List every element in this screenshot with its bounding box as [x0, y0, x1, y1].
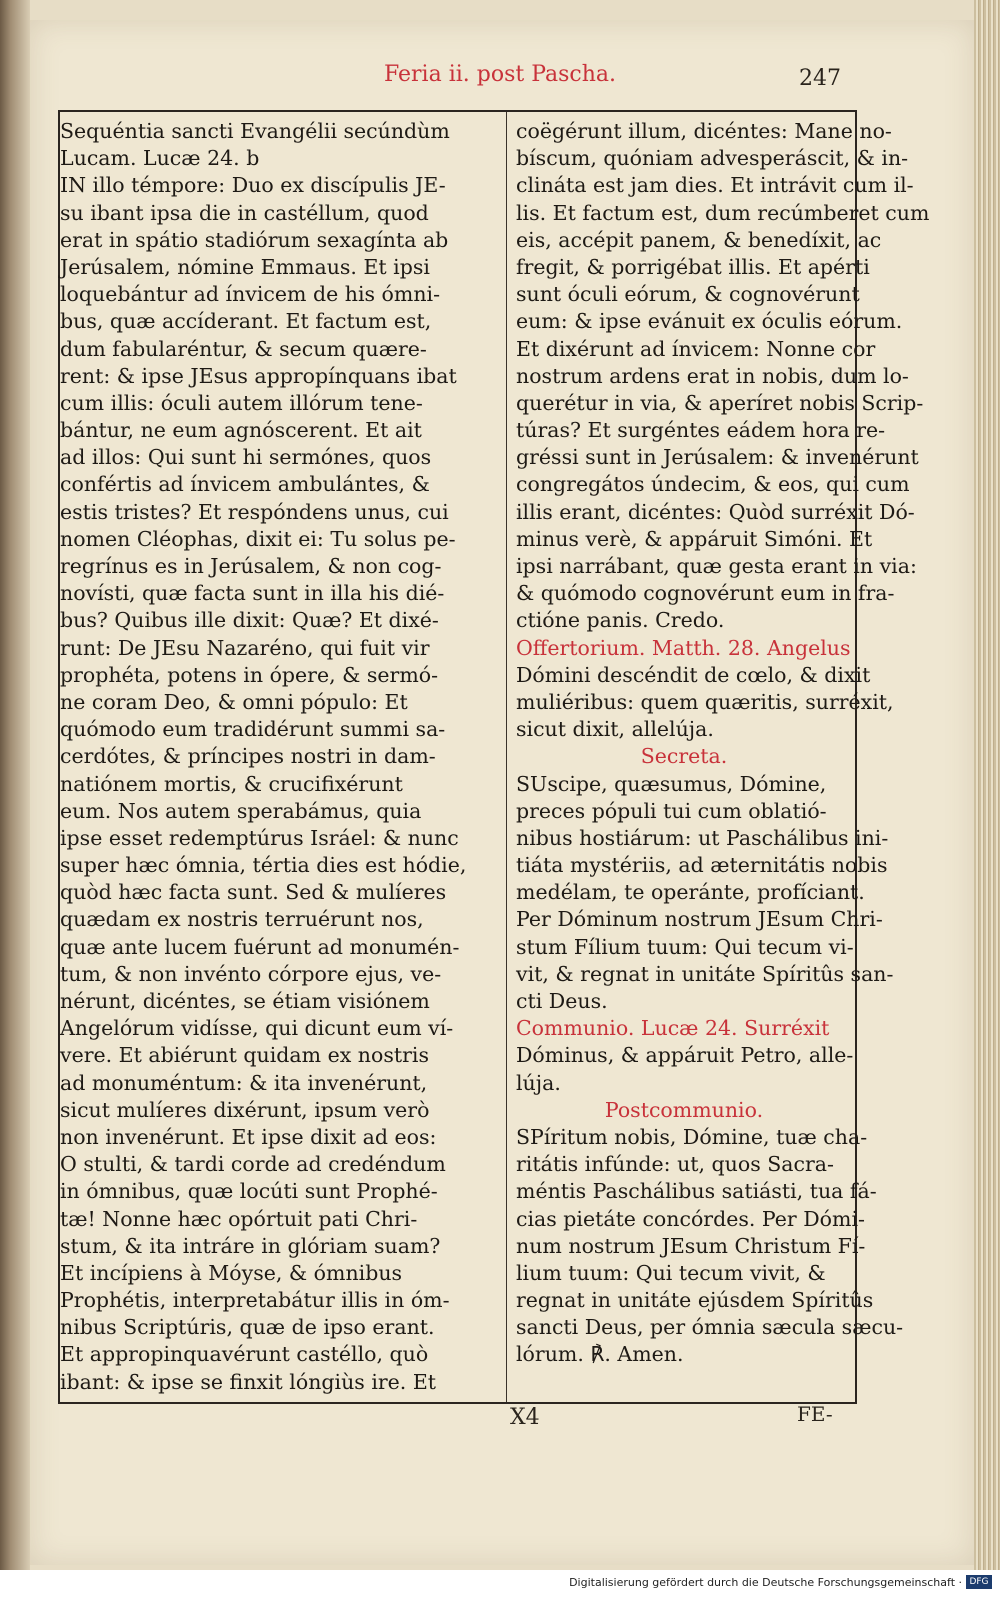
text-line: lis. Et factum est, dum recúmberet cum: [516, 200, 930, 225]
text-line: ibant: & ipse se finxit lóngiùs ire. Et: [60, 1369, 437, 1394]
text-line: méntis Paschálibus satiásti, tua fá-: [516, 1179, 877, 1204]
text-line: stum Fílium tuum: Qui tecum vi-: [516, 934, 854, 959]
catchword: FE-: [797, 1402, 833, 1426]
text-line: coëgérunt illum, dicéntes: Mane no-: [516, 119, 892, 143]
text-line: Offertorium. Matth. 28. Angelus: [516, 635, 851, 660]
text-line: sancti Deus, per ómnia sæcula sæcu-: [516, 1315, 904, 1340]
text-line: regrínus es in Jerúsalem, & non cog-: [60, 554, 442, 578]
signature-mark: X4: [510, 1405, 540, 1430]
text-line: bus? Quibus ille dixit: Quæ? Et dixé-: [60, 608, 439, 633]
text-line: & quómodo cognovérunt eum in fra-: [516, 581, 895, 606]
text-line: sicut dixit, allelúja.: [516, 717, 714, 742]
text-line: SUscipe, quæsumus, Dómine,: [516, 771, 827, 796]
running-head: Feria ii. post Pascha.: [383, 62, 617, 87]
text-line: eum. Nos autem sperabámus, quia: [60, 798, 422, 823]
text-line: ne coram Deo, & omni pópulo: Et: [60, 689, 408, 714]
text-line: tæ! Nonne hæc opórtuit pati Chri-: [60, 1206, 418, 1231]
text-line: Per Dóminum nostrum JEsum Chri-: [516, 907, 883, 932]
text-line: ad illos: Qui sunt hi sermónes, quos: [60, 445, 432, 470]
text-line: congregátos úndecim, & eos, qui cum: [516, 472, 910, 497]
dfg-logo: DFG: [966, 1575, 992, 1589]
text-line: sunt óculi eórum, & cognovérunt: [516, 282, 860, 307]
column-rule: [506, 112, 507, 1402]
text-line: IN illo témpore: Duo ex discípulis JE-: [60, 173, 446, 198]
text-line: ad monuméntum: & ita invenérunt,: [60, 1070, 428, 1095]
text-line: confértis ad ínvicem ambulántes, &: [60, 472, 430, 497]
text-line: Lucam. Lucæ 24. b: [60, 146, 260, 171]
text-line: eum: & ipse evánuit ex óculis eórum.: [516, 309, 903, 334]
text-line: tum, & non invénto córpore ejus, ve-: [60, 961, 442, 986]
text-line: quæ ante lucem fuérunt ad monumén-: [60, 934, 460, 959]
text-line: vere. Et abiérunt quidam ex nostris: [60, 1043, 429, 1068]
text-line: in ómnibus, quæ locúti sunt Prophé-: [60, 1179, 438, 1204]
text-line: túras? Et surgéntes eádem hora re-: [516, 418, 886, 443]
right-column: [516, 118, 930, 1369]
text-line: cum illis: óculi autem illórum tene-: [60, 390, 423, 415]
text-line: fregit, & porrigébat illis. Et apérti: [516, 254, 870, 279]
text-line: ipse esset redemptúrus Isráel: & nunc: [60, 825, 459, 850]
text-line: prophéta, potens in ópere, & sermó-: [60, 662, 439, 687]
text-line: bus, quæ accíderant. Et factum est,: [60, 309, 432, 334]
text-line: vit, & regnat in unitáte Spíritûs san-: [516, 961, 894, 986]
text-line: Postcommunio.: [604, 1097, 764, 1122]
text-line: Secreta.: [640, 744, 728, 769]
text-line: num nostrum JEsum Christum Fí-: [516, 1233, 866, 1258]
text-frame: [58, 110, 930, 1404]
text-line: bíscum, quóniam advesperáscit, & in-: [516, 146, 909, 171]
text-line: nérunt, dicéntes, se étiam visiónem: [60, 989, 430, 1013]
text-line: rent: & ipse JEsus appropínquans ibat: [60, 363, 457, 388]
text-line: natiónem mortis, & crucifixérunt: [60, 771, 403, 796]
text-line: ctióne panis. Credo.: [516, 608, 725, 633]
text-line: Prophétis, interpretabátur illis in óm-: [60, 1288, 450, 1313]
text-line: su ibant ipsa die in castéllum, quod: [60, 200, 429, 225]
left-column: [60, 118, 504, 1396]
text-line: super hæc ómnia, tértia dies est hódie,: [60, 853, 467, 878]
text-line: quædam ex nostris terruérunt nos,: [60, 907, 424, 932]
text-line: nibus Scriptúris, quæ de ipso erant.: [60, 1315, 435, 1340]
text-line: loquebántur ad ínvicem de his ómni-: [60, 282, 441, 307]
page-number: 247: [799, 66, 841, 91]
text-line: cias pietáte concórdes. Per Dómi-: [516, 1206, 865, 1231]
text-line: quómodo eum tradidérunt summi sa-: [60, 717, 446, 742]
text-line: minus verè, & appáruit Simóni. Et: [516, 526, 873, 551]
text-line: nostrum ardens erat in nobis, dum lo-: [516, 363, 909, 388]
text-line: illis erant, dicéntes: Quòd surréxit Dó-: [516, 499, 915, 524]
credit-bar: [0, 1570, 1000, 1597]
text-line: lúja.: [516, 1070, 561, 1095]
text-line: muliéribus: quem quæritis, surréxit,: [516, 689, 894, 714]
text-line: bántur, ne eum agnóscerent. Et ait: [60, 418, 422, 443]
text-line: Dómini descéndit de cœlo, & dixit: [516, 662, 871, 687]
text-line: tiáta mystériis, ad æternitátis nobis: [516, 853, 888, 878]
text-line: runt: De JEsu Nazaréno, qui fuit vir: [60, 635, 430, 660]
book-gutter: [0, 0, 30, 1570]
text-line: lium tuum: Qui tecum vivit, &: [516, 1260, 826, 1285]
text-line: medélam, te operánte, profíciant.: [516, 880, 865, 905]
text-line: Dóminus, & appáruit Petro, alle-: [516, 1043, 854, 1068]
text-line: preces pópuli tui cum oblatió-: [516, 798, 827, 823]
text-line: clináta est jam dies. Et intrávit cum il-: [516, 173, 914, 198]
text-line: nibus hostiárum: ut Paschálibus ini-: [516, 825, 889, 850]
text-line: cerdótes, & príncipes nostri in dam-: [60, 744, 436, 769]
text-line: SPíritum nobis, Dómine, tuæ cha-: [516, 1124, 868, 1149]
text-line: gréssi sunt in Jerúsalem: & invenérunt: [516, 445, 919, 470]
text-line: eis, accépit panem, & benedíxit, ac: [516, 227, 882, 252]
text-line: ritátis infúnde: ut, quos Sacra-: [516, 1152, 834, 1177]
text-line: Angelórum vidísse, qui dicunt eum ví-: [60, 1016, 454, 1041]
credit-text: Digitalisierung gefördert durch die Deutsche Forschungsgemeinschaft ·: [569, 1576, 962, 1589]
text-line: novísti, quæ facta sunt in illa his dié-: [60, 581, 445, 606]
text-line: dum fabularéntur, & secum quære-: [60, 336, 427, 361]
text-line: Jerúsalem, nómine Emmaus. Et ipsi: [60, 254, 430, 279]
text-line: nomen Cléophas, dixit ei: Tu solus pe-: [60, 526, 456, 551]
text-line: Et dixérunt ad ínvicem: Nonne cor: [516, 336, 876, 361]
text-line: ipsi narrábant, quæ gesta erant in via:: [516, 554, 917, 578]
text-line: Communio. Lucæ 24. Surréxit: [516, 1016, 830, 1041]
text-line: querétur in via, & aperíret nobis Scrip-: [516, 390, 924, 415]
text-line: Sequéntia sancti Evangélii secúndùm: [60, 119, 450, 143]
text-line: non invenérunt. Et ipse dixit ad eos:: [60, 1124, 437, 1149]
text-line: estis tristes? Et respóndens unus, cui: [60, 499, 449, 524]
text-line: Et appropinquavérunt castéllo, quò: [60, 1342, 429, 1367]
text-line: sicut mulíeres dixérunt, ipsum verò: [60, 1097, 430, 1122]
text-line: Et incípiens à Móyse, & ómnibus: [60, 1260, 403, 1285]
text-line: cti Deus.: [516, 989, 608, 1013]
text-line: O stulti, & tardi corde ad credéndum: [60, 1152, 446, 1177]
page-edges: [974, 0, 1000, 1570]
text-line: stum, & ita intráre in glóriam suam?: [60, 1233, 441, 1258]
text-line: quòd hæc facta sunt. Sed & mulíeres: [60, 880, 447, 905]
text-line: regnat in unitáte ejúsdem Spíritûs: [516, 1288, 874, 1313]
text-line: erat in spátio stadiórum sexagínta ab: [60, 227, 449, 252]
text-line: lórum. ℟. Amen.: [516, 1342, 684, 1367]
